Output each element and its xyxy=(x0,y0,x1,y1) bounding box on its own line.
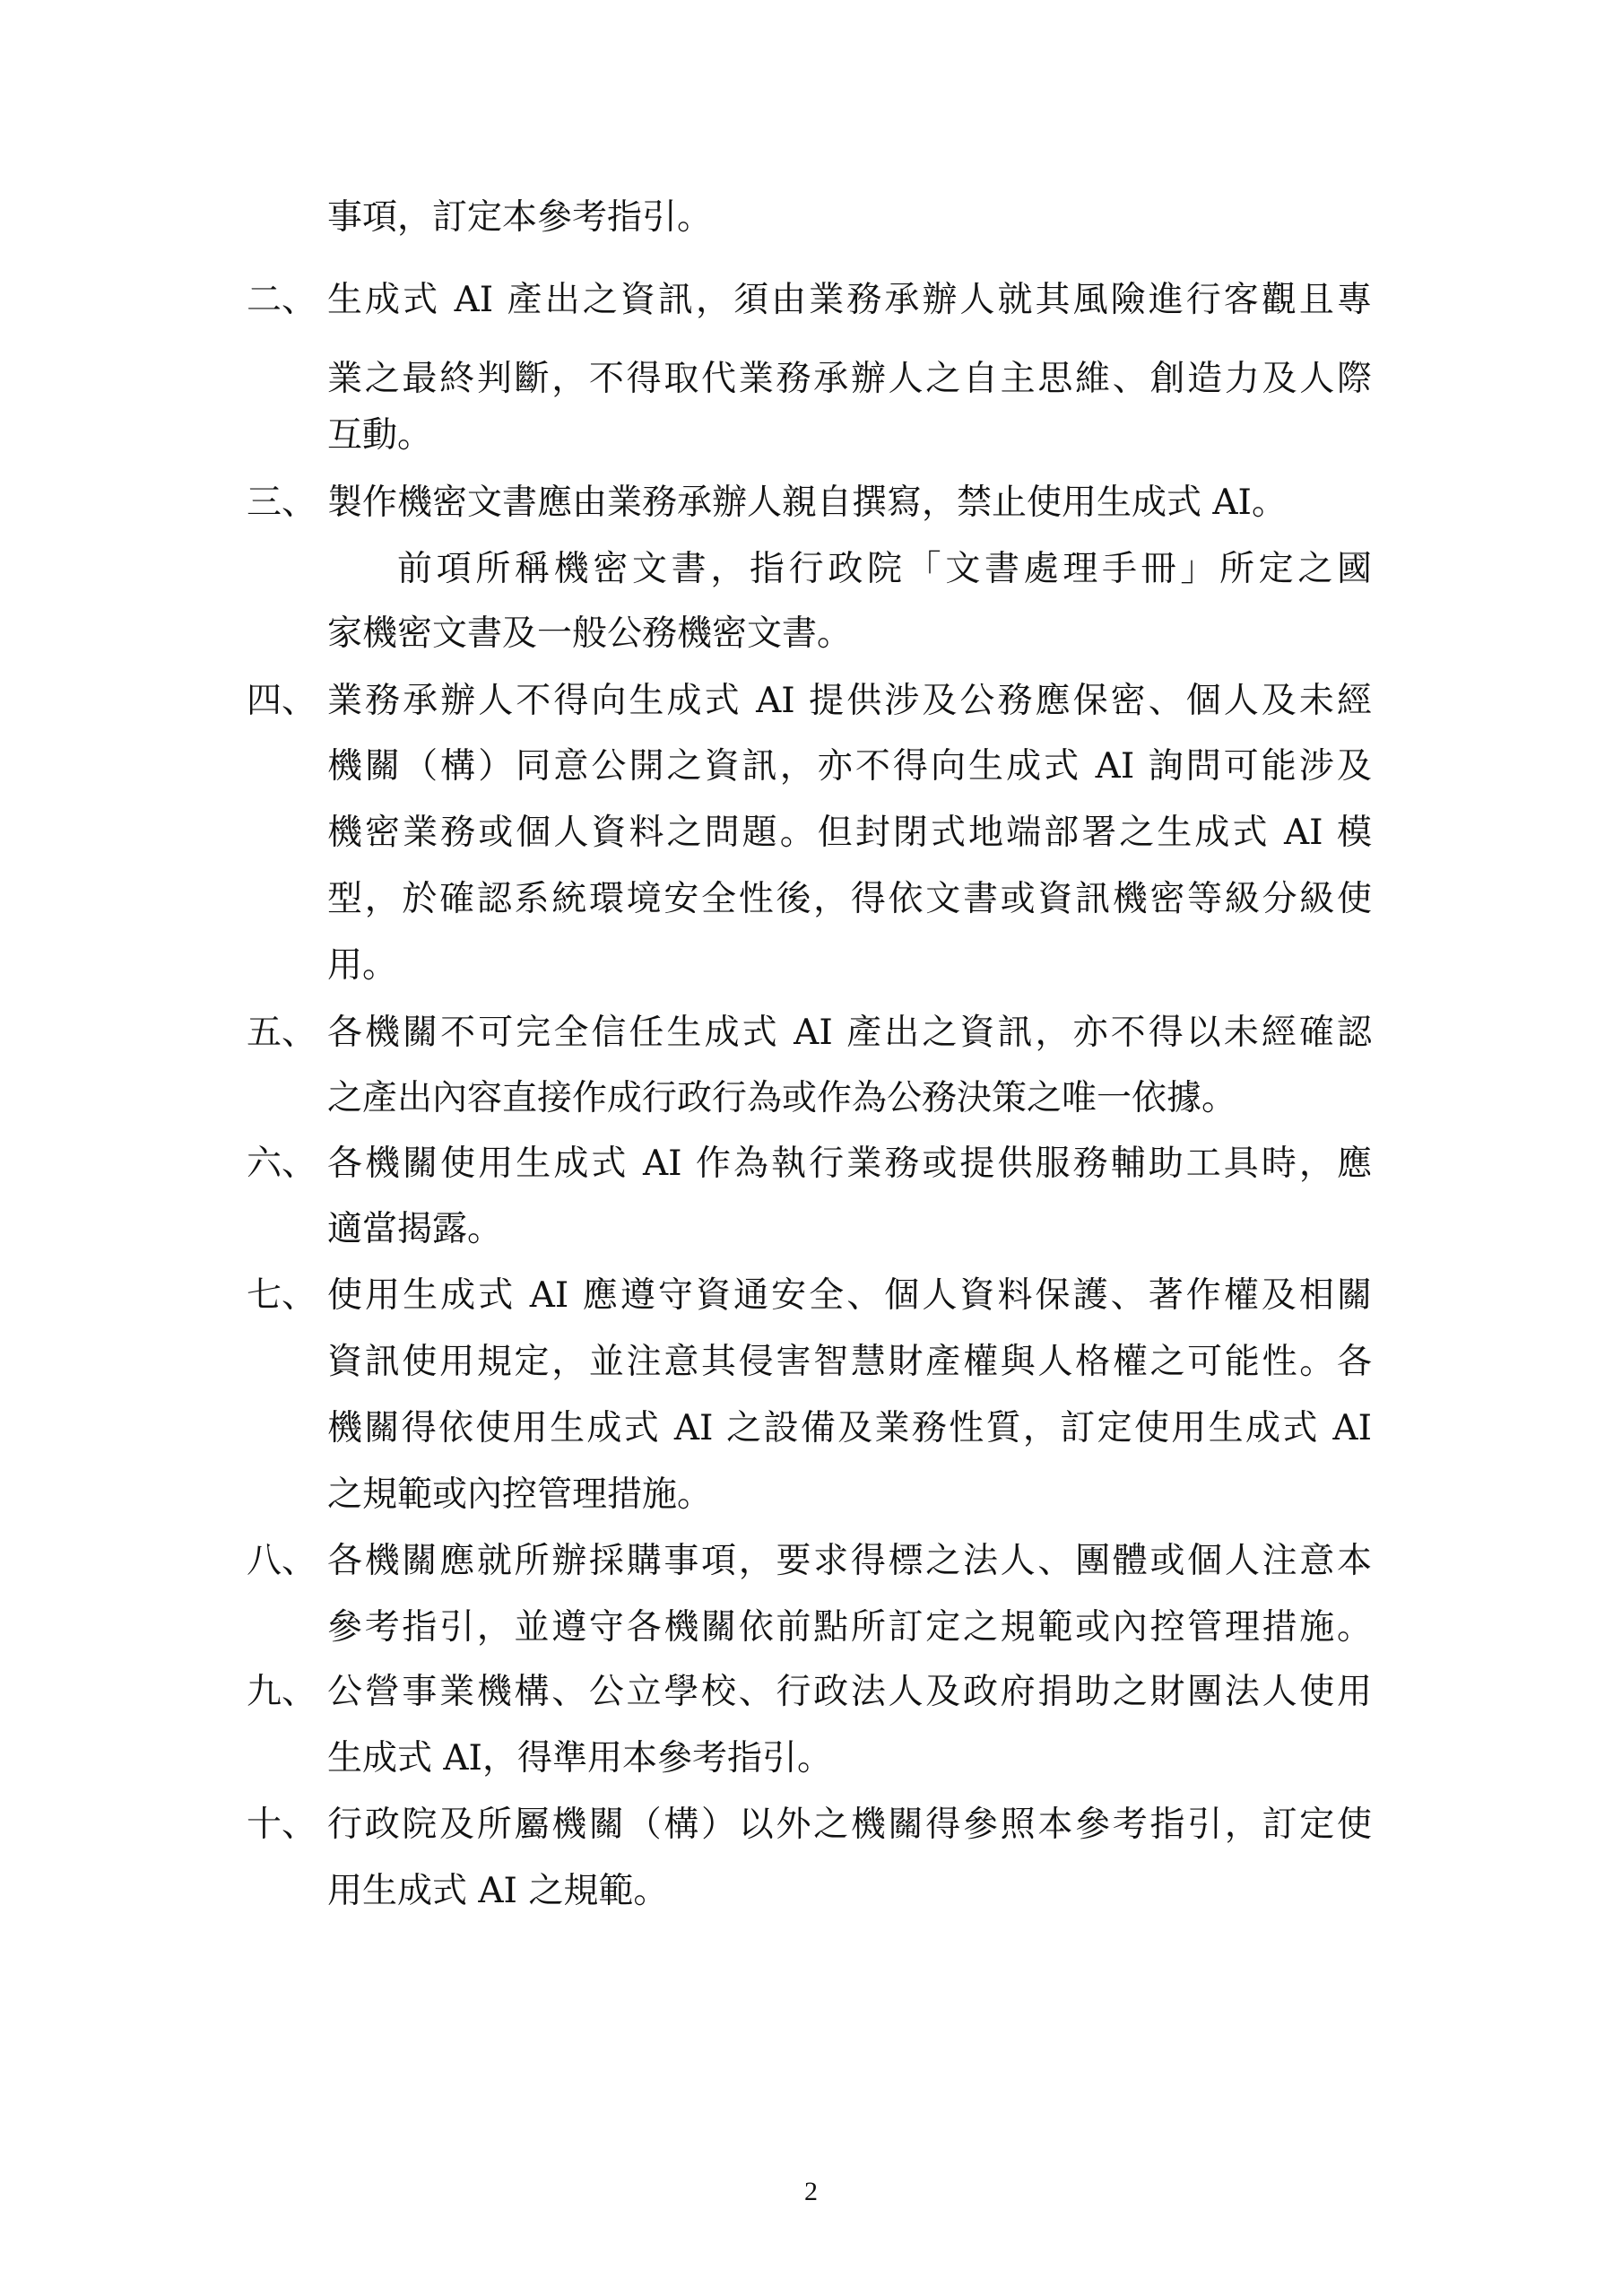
item-4-line-1: 業務承辦人不得向生成式 AI 提供涉及公務應保密、個人及未經 xyxy=(327,681,1372,721)
item-number-5: 五、 xyxy=(247,1013,317,1053)
item-7-line-2: 資訊使用規定，並注意其侵害智慧財產權與人格權之可能性。各 xyxy=(327,1342,1372,1382)
item-5-line-2: 之產出內容直接作成行政行為或作為公務決策之唯一依據。 xyxy=(327,1078,1237,1118)
item-4-line-5: 用。 xyxy=(327,945,398,986)
item-6-line-1: 各機關使用生成式 AI 作為執行業務或提供服務輔助工具時，應 xyxy=(327,1144,1372,1184)
item-4-line-3: 機密業務或個人資料之問題。但封閉式地端部署之生成式 AI 模 xyxy=(327,813,1372,853)
item-10-line-2: 用生成式 AI 之規範。 xyxy=(327,1871,669,1911)
item-8-line-1: 各機關應就所辦採購事項，要求得標之法人、團體或個人注意本 xyxy=(327,1541,1372,1581)
item-6-line-2: 適當揭露。 xyxy=(327,1209,503,1249)
item-8-line-2: 參考指引，並遵守各機關依前點所訂定之規範或內控管理措施。 xyxy=(327,1607,1372,1648)
item-4-line-4: 型，於確認系統環境安全性後，得依文書或資訊機密等級分級使 xyxy=(327,879,1372,919)
item-number-10: 十、 xyxy=(247,1805,317,1845)
item-number-6: 六、 xyxy=(247,1144,317,1184)
item-2-line-2: 業之最終判斷，不得取代業務承辦人之自主思維、創造力及人際 xyxy=(327,359,1372,399)
item-7-line-4: 之規範或內控管理措施。 xyxy=(327,1474,713,1515)
item-number-8: 八、 xyxy=(247,1541,317,1581)
item-3-line-2: 前項所稱機密文書，指行政院「文書處理手冊」所定之國 xyxy=(397,549,1372,589)
item-2-line-1: 生成式 AI 產出之資訊，須由業務承辦人就其風險進行客觀且專 xyxy=(327,280,1372,320)
item-number-3: 三、 xyxy=(247,483,317,523)
item-number-9: 九、 xyxy=(247,1672,317,1712)
item-number-2: 二、 xyxy=(247,280,317,320)
item-number-7: 七、 xyxy=(247,1275,317,1316)
item-9-line-2: 生成式 AI，得準用本參考指引。 xyxy=(327,1738,832,1779)
item-2-line-3: 互動。 xyxy=(327,415,433,456)
lead-line: 事項，訂定本參考指引。 xyxy=(327,197,713,238)
item-10-line-1: 行政院及所屬機關（構）以外之機關得參照本參考指引，訂定使 xyxy=(327,1805,1372,1845)
item-7-line-1: 使用生成式 AI 應遵守資通安全、個人資料保護、著作權及相關 xyxy=(327,1275,1372,1316)
item-3-line-1: 製作機密文書應由業務承辦人親自撰寫，禁止使用生成式 AI。 xyxy=(327,483,1287,523)
item-number-4: 四、 xyxy=(247,681,317,721)
page-number: 2 xyxy=(804,2177,818,2206)
item-9-line-1: 公營事業機構、公立學校、行政法人及政府捐助之財團法人使用 xyxy=(327,1672,1372,1712)
item-7-line-3: 機關得依使用生成式 AI 之設備及業務性質，訂定使用生成式 AI xyxy=(327,1408,1372,1448)
item-3-line-3: 家機密文書及一般公務機密文書。 xyxy=(327,613,853,654)
item-5-line-1: 各機關不可完全信任生成式 AI 產出之資訊，亦不得以未經確認 xyxy=(327,1013,1372,1053)
item-4-line-2: 機關（構）同意公開之資訊，亦不得向生成式 AI 詢問可能涉及 xyxy=(327,746,1372,787)
